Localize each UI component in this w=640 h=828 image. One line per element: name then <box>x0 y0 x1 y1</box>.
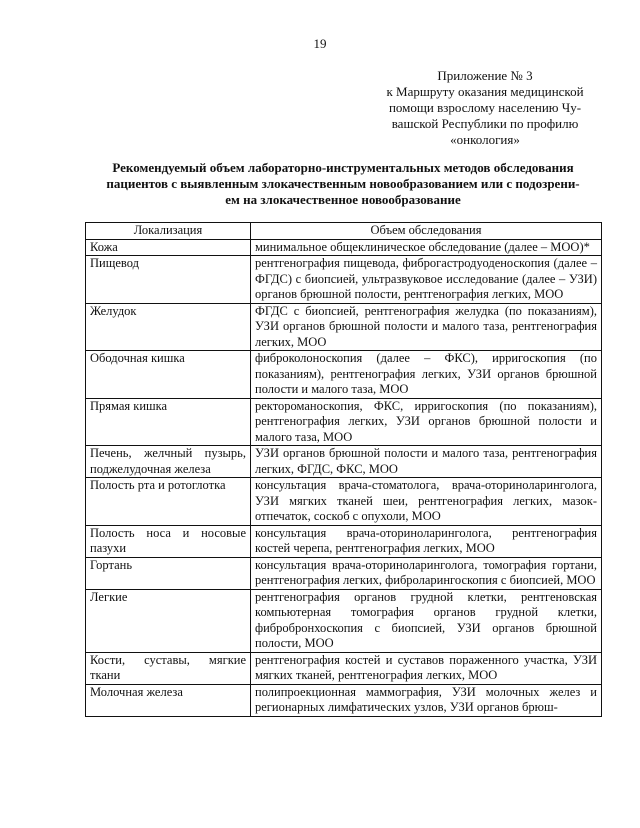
examination-cell: консультация врача-оториноларинголога, томография гортани, рентгенография легких, фиброларингоскопия с биопсией, МОО <box>251 557 602 589</box>
title-line: Рекомендуемый объем лабораторно-инструментальных методов обследования <box>112 160 574 175</box>
localization-cell: Полость рта и ротоглотка <box>86 478 251 526</box>
appendix-line: Приложение № 3 <box>437 68 533 83</box>
examination-cell: рентгенография пищевода, фиброгастродуоденоскопия (далее – ФГДС) с биопсией, ультразвуковое исследование (далее – УЗИ) органов брюшной полости, рентгенография легких, МОО <box>251 256 602 304</box>
examination-cell: рентгенография костей и суставов пораженного участка, УЗИ мягких тканей, рентгенография легких, МОО <box>251 652 602 684</box>
localization-cell: Кости, суставы, мягкие ткани <box>86 652 251 684</box>
table-row <box>86 589 602 652</box>
header-localization: Локализация <box>86 223 251 240</box>
examination-cell: консультация врача-стоматолога, врача-оториноларинголога, УЗИ мягких тканей шеи, рентгенография легких, мазок-отпечаток, соскоб с опухоли, МОО <box>251 478 602 526</box>
header-examination: Объем обследования <box>251 223 602 240</box>
localization-cell: Легкие <box>86 589 251 652</box>
localization-cell: Кожа <box>86 239 251 256</box>
localization-cell: Прямая кишка <box>86 398 251 446</box>
examination-cell: ректороманоскопия, ФКС, ирригоскопия (по показаниям), рентгенография легких, УЗИ органов брюшной полости и малого таза, МОО <box>251 398 602 446</box>
appendix-note <box>380 68 590 148</box>
page-number: 19 <box>313 36 327 51</box>
examination-cell: консультация врача-оториноларинголога, рентгенография костей черепа, рентгенография легких, МОО <box>251 525 602 557</box>
table-header-row <box>86 223 602 240</box>
table-row <box>86 652 602 684</box>
localization-cell: Полость носа и носовые пазухи <box>86 525 251 557</box>
appendix-line: вашской Республики по профилю <box>391 116 579 131</box>
examination-cell: рентгенография органов грудной клетки, рентгеновская компьютерная томография органов грудной клетки, фибробронхоскопия с биопсией, УЗИ органов брюшной полости, МОО <box>251 589 602 652</box>
table-row <box>86 684 602 716</box>
localization-cell: Желудок <box>86 303 251 351</box>
examination-cell: минимальное общеклиническое обследование (далее – МОО)* <box>251 239 602 256</box>
table-row <box>86 239 602 256</box>
examination-cell: УЗИ органов брюшной полости и малого таза, рентгенография легких, ФГДС, ФКС, МОО <box>251 446 602 478</box>
document-title <box>84 160 602 208</box>
table-row <box>86 525 602 557</box>
title-line: ем на злокачественное новообразование <box>225 192 461 207</box>
examination-cell: полипроекционная маммография, УЗИ молочных желез и регионарных лимфатических узлов, УЗИ органов брюш- <box>251 684 602 716</box>
title-line: пациентов с выявленным злокачественным новообразованием или с подозрени- <box>106 176 580 191</box>
table-row <box>86 446 602 478</box>
examination-cell: ФГДС с биопсией, рентгенография желудка (по показаниям), УЗИ органов брюшной полости и малого таза, рентгенография легких, МОО <box>251 303 602 351</box>
localization-cell: Гортань <box>86 557 251 589</box>
table-row <box>86 351 602 399</box>
localization-cell: Молочная железа <box>86 684 251 716</box>
appendix-line: «онкология» <box>450 132 520 147</box>
appendix-line: к Маршруту оказания медицинской <box>386 84 584 99</box>
table-row <box>86 398 602 446</box>
table-row <box>86 557 602 589</box>
table-row <box>86 256 602 304</box>
localization-cell: Печень, желчный пузырь, поджелудочная железа <box>86 446 251 478</box>
localization-cell: Ободочная кишка <box>86 351 251 399</box>
table-row <box>86 303 602 351</box>
localization-cell: Пищевод <box>86 256 251 304</box>
examination-table <box>85 222 602 717</box>
examination-cell: фиброколоноскопия (далее – ФКС), ирригоскопия (по показаниям), рентгенография легких, УЗИ органов брюшной полости и малого таза, МОО <box>251 351 602 399</box>
appendix-line: помощи взрослому населению Чу- <box>388 100 582 115</box>
table-row <box>86 478 602 526</box>
